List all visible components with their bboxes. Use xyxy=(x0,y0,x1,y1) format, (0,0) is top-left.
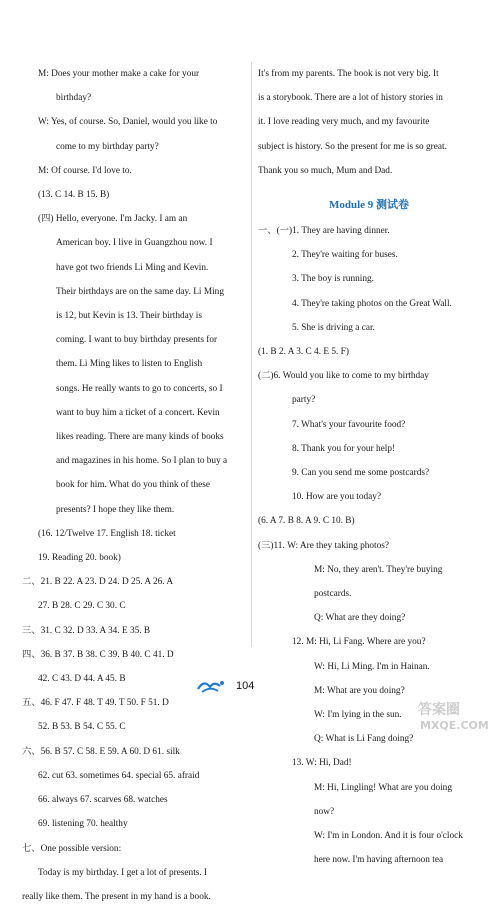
text-line: Their birthdays are on the same day. Li Ming xyxy=(56,286,224,297)
text-line: subject is history. So the present for me is so great. xyxy=(258,141,447,152)
text-line: 27. B 28. C 29. C 30. C xyxy=(38,601,126,612)
page-number: 104 xyxy=(236,680,255,692)
publisher-logo-icon xyxy=(196,677,226,695)
text-line: M: Does your mother make a cake for your xyxy=(38,69,200,79)
text-line: (1. B 2. A 3. C 4. E 5. F) xyxy=(258,347,349,358)
text-line: (二)6. Would you like to come to my birthday xyxy=(258,371,429,382)
svg-text:答案圈: 答案圈 xyxy=(418,702,460,718)
text-line: Q: What are they doing? xyxy=(314,613,406,624)
text-line: birthday? xyxy=(56,93,92,104)
right-column xyxy=(258,62,480,873)
text-line: 五、46. F 47. F 48. T 49. T 50. F 51. D xyxy=(22,698,169,709)
text-line: 3. The boy is running. xyxy=(292,274,374,285)
text-line: M: Hi, Lingling! What are you doing xyxy=(314,782,452,793)
text-line: 二、21. B 22. A 23. D 24. D 25. A 26. A xyxy=(22,577,174,588)
text-line: songs. He really wants to go to concerts, so I xyxy=(56,383,223,394)
module-title: Module 9 测试卷 xyxy=(328,199,410,212)
text-line: come to my birthday party? xyxy=(56,141,159,152)
text-line: M: No, they aren't. They're buying xyxy=(314,564,443,575)
text-line: 62. cut 63. sometimes 64. special 65. afraid xyxy=(38,770,200,781)
text-line: 52. B 53. B 54. C 55. C xyxy=(38,722,126,733)
text-line: and magazines in his home. So I plan to buy a xyxy=(56,456,228,467)
text-line: 4. They're taking photos on the Great Wall. xyxy=(292,298,452,309)
text-line: now? xyxy=(314,806,335,817)
text-line: here now. I'm having afternoon tea xyxy=(314,855,444,866)
text-line: 12. M: Hi, Li Fang. Where are you? xyxy=(292,637,426,648)
text-line: (三)11. W: Are they taking photos? xyxy=(258,540,389,551)
text-line: (13. C 14. B 15. B) xyxy=(38,190,110,201)
svg-text:MXQE.COM: MXQE.COM xyxy=(420,719,489,732)
text-line: W: Hi, Li Ming. I'm in Hainan. xyxy=(314,661,430,672)
right-top-text xyxy=(258,62,480,183)
text-line: Q: What is Li Fang doing? xyxy=(314,734,414,745)
text-line: 8. Thank you for your help! xyxy=(292,443,396,454)
text-line: is 12, but Kevin is 13. Their birthday is xyxy=(56,311,202,322)
text-line: 42. C 43. D 44. A 45. B xyxy=(38,674,126,685)
text-line: W: I'm lying in the sun. xyxy=(314,710,402,721)
text-line: it. I love reading very much, and my favourite xyxy=(258,117,430,128)
text-line: 10. How are you today? xyxy=(292,492,382,503)
text-line: 13. W: Hi, Dad! xyxy=(292,758,352,769)
text-line: 2. They're waiting for buses. xyxy=(292,250,398,261)
text-line: 七、One possible version: xyxy=(22,843,122,854)
text-line: coming. I want to buy birthday presents for xyxy=(56,335,218,346)
text-line: Today is my birthday. I get a lot of presents. I xyxy=(38,867,208,878)
text-line: 三、31. C 32. D 33. A 34. E 35. B xyxy=(22,625,151,636)
text-line: Thank you so much, Mum and Dad. xyxy=(258,165,393,176)
text-line: American boy. I live in Guangzhou now. I xyxy=(56,238,213,249)
text-line: W: I'm in London. And it is four o'clock xyxy=(314,831,463,842)
text-line: postcards. xyxy=(314,589,352,600)
text-line: really like them. The present in my hand is a book. xyxy=(22,891,211,902)
text-line: 69. listening 70. healthy xyxy=(38,819,128,830)
text-line: is a storybook. There are a lot of history stories in xyxy=(258,93,443,104)
text-line: 19. Reading 20. book) xyxy=(38,553,121,564)
text-line: M: Of course. I'd love to. xyxy=(38,165,132,176)
text-line: (四) Hello, everyone. I'm Jacky. I am an xyxy=(38,214,188,225)
column-divider xyxy=(251,62,252,647)
text-line: book for him. What do you think of these xyxy=(56,480,210,491)
text-line: 66. always 67. scarves 68. watches xyxy=(38,795,168,806)
text-line: 一、(一)1. They are having dinner. xyxy=(258,226,390,237)
text-line: 四、36. B 37. B 38. C 39. B 40. C 41. D xyxy=(22,649,174,660)
text-line: 5. She is driving a car. xyxy=(292,322,375,333)
text-line: (6. A 7. B 8. A 9. C 10. B) xyxy=(258,516,355,527)
text-line: W: Yes, of course. So, Daniel, would you like to xyxy=(38,117,218,128)
text-line: M: What are you doing? xyxy=(314,685,405,696)
text-line: party? xyxy=(292,395,316,406)
text-line: 9. Can you send me some postcards? xyxy=(292,468,430,479)
text-line: want to buy him a ticket of a concert. Kevin xyxy=(56,407,220,418)
text-line: It's from my parents. The book is not very big. It xyxy=(258,69,439,79)
text-line: (16. 12/Twelve 17. English 18. ticket xyxy=(38,528,176,539)
text-line: have got two friends Li Ming and Kevin. xyxy=(56,262,209,273)
text-line: them. Li Ming likes to listen to English xyxy=(56,359,203,370)
text-line: likes reading. There are many kinds of books xyxy=(56,432,224,443)
text-line: 六、56. B 57. C 58. E 59. A 60. D 61. silk xyxy=(22,746,180,757)
left-column xyxy=(22,62,244,909)
text-line: presents? I hope they like them. xyxy=(56,504,175,515)
watermark-logo-icon xyxy=(416,698,494,734)
text-line: 7. What's your favourite food? xyxy=(292,419,406,430)
module-answers xyxy=(258,219,480,872)
